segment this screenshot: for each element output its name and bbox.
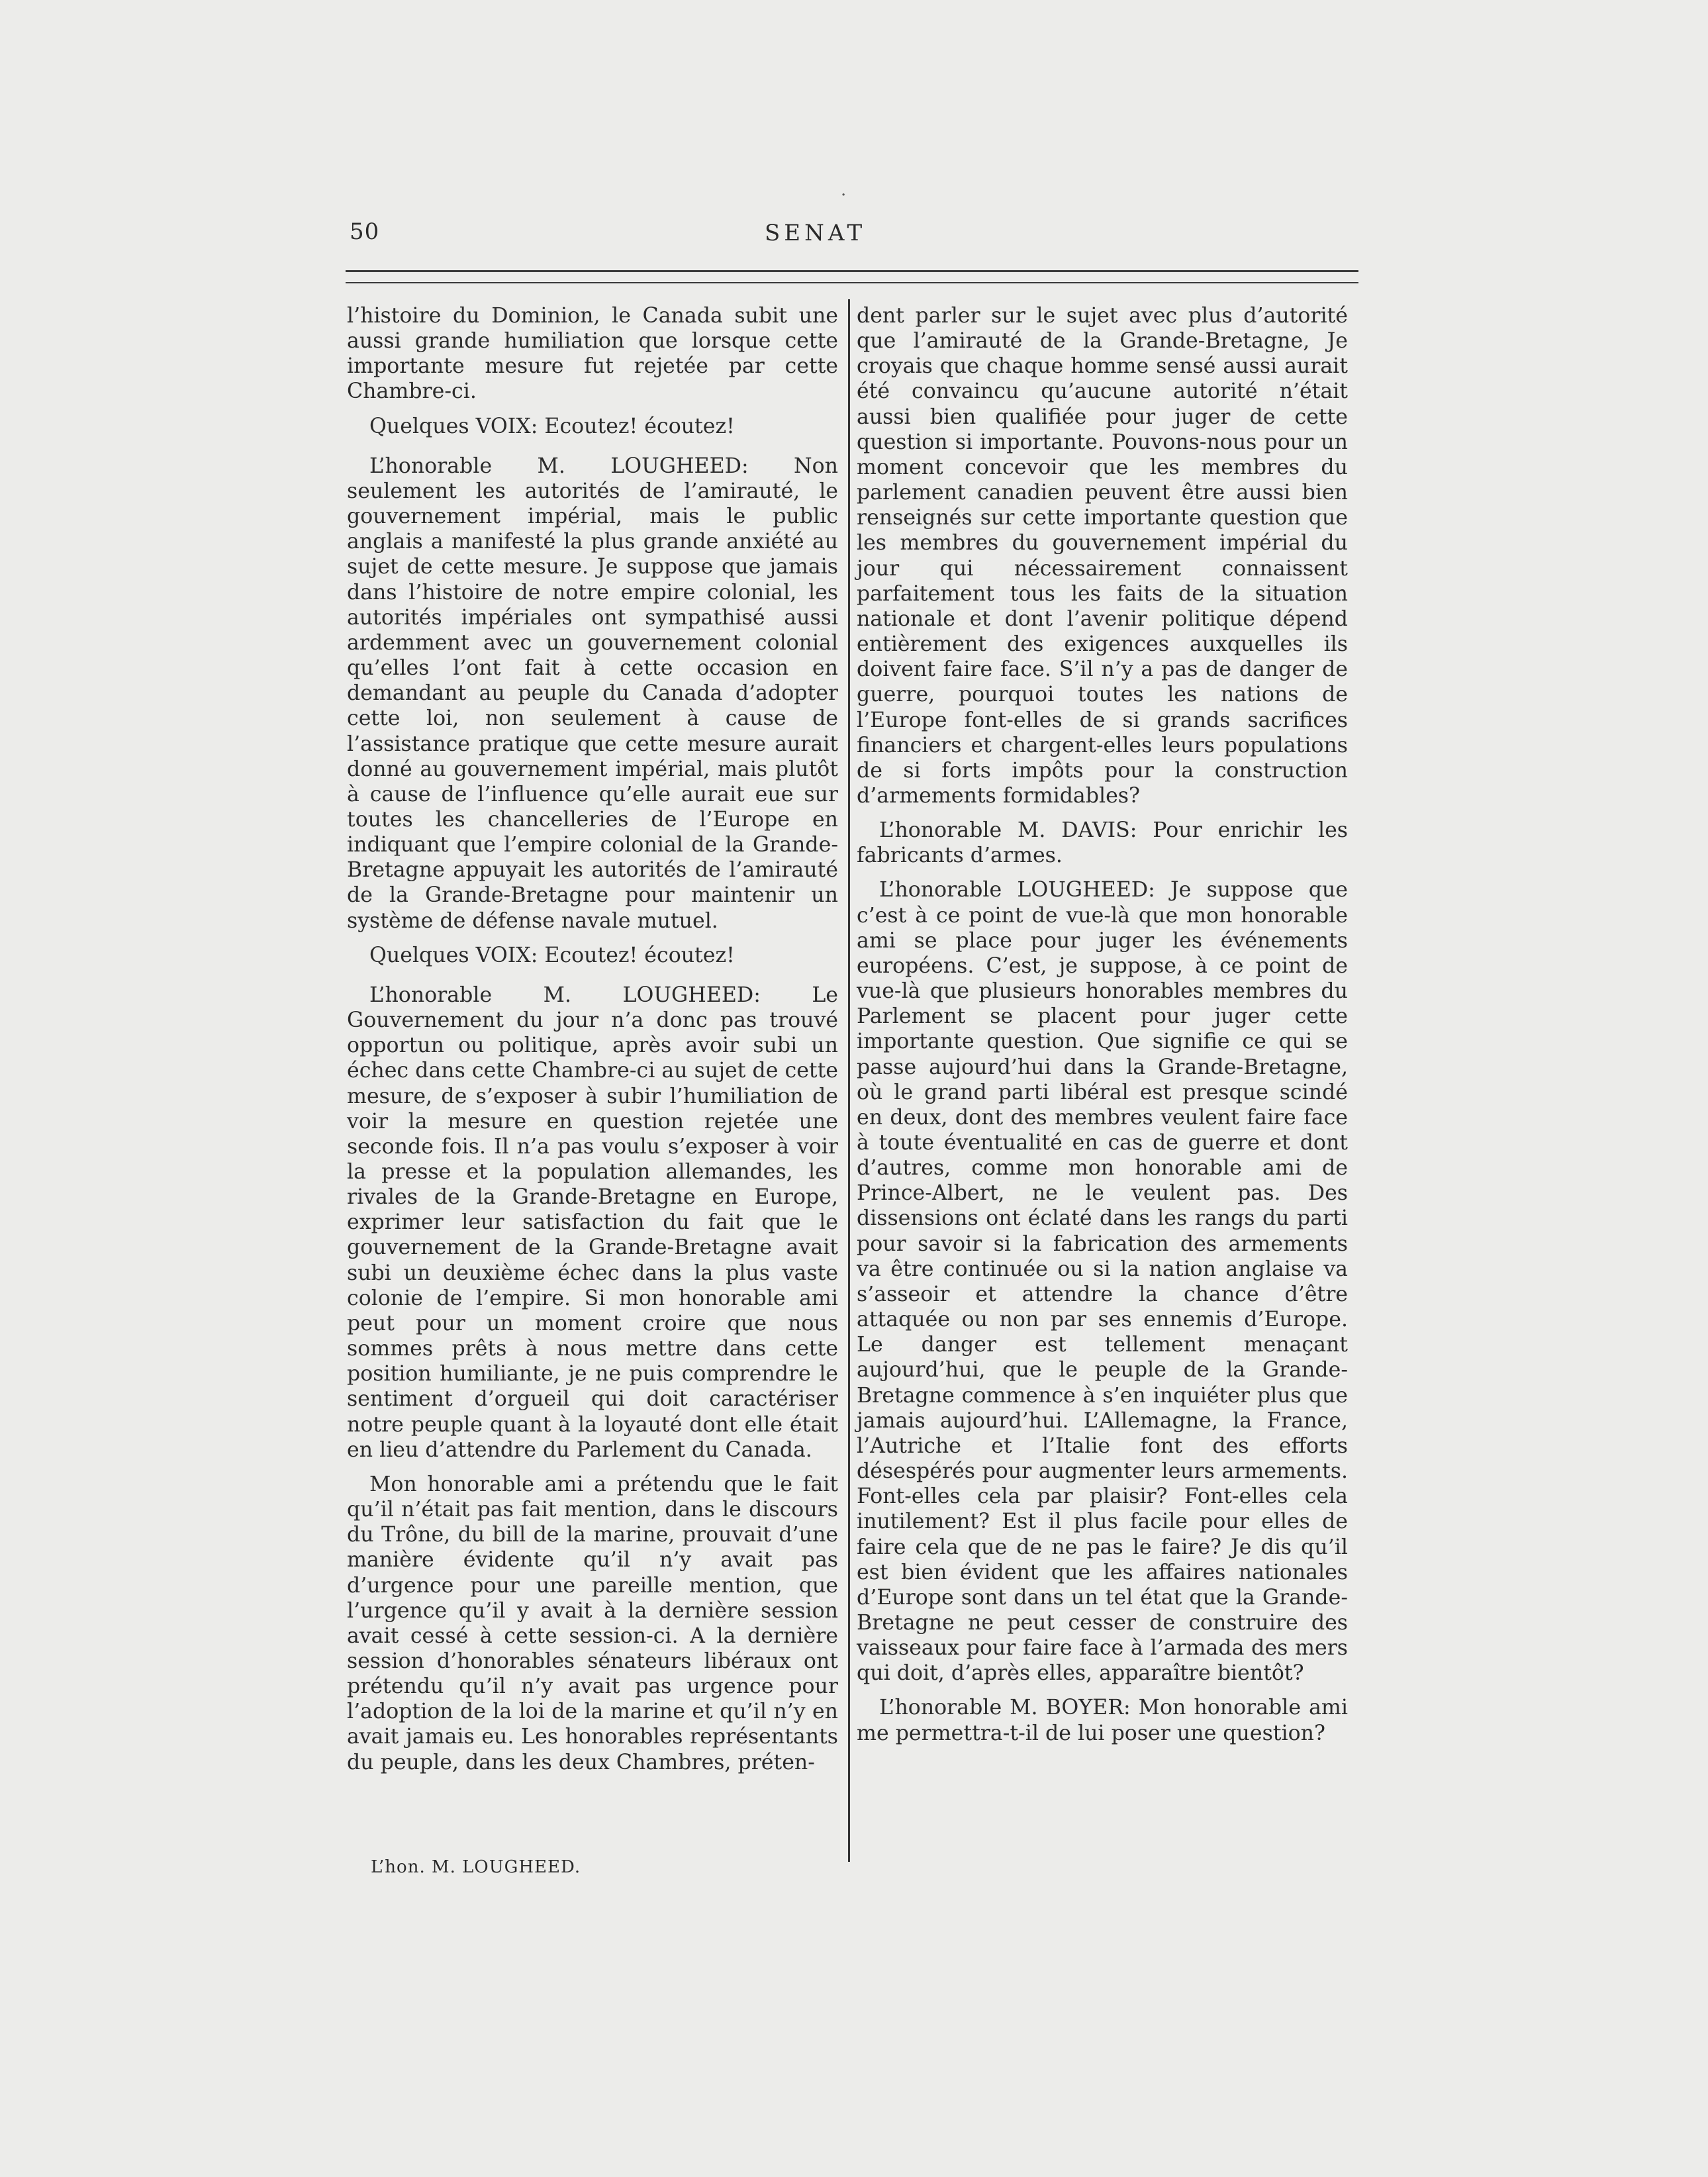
paragraph: L’honorable M. LOUGHEED: Non seulement les autorités de l’amirauté, le gouvernement impérial, mais le public anglais a manifesté la plus grande anxiété au sujet de cette mesure. Je suppose que jamais dans l’histoire de notre empire colonial, les autorités impériales ont sympathisé aussi ardemment avec un gouvernement colonial qu’elles l’ont fait à cette occasion en demandant au peuple du Canada d’adopter cette loi, non seulement à cause de l’assistance pratique que cette mesure aurait donné au gouvernement impérial, mais plutôt à cause de l’influence qu’elle aurait eue sur toutes les chancelleries de l’Europe en indiquant que l’empire colonial de la Grande-Bretagne appuyait les autorités de l’amirauté de la Grande-Bretagne pour maintenir un système de défense navale mutuel. [347,454,838,933]
paragraph: L’honorable M. DAVIS: Pour enrichir les fabricants d’armes. [857,818,1348,868]
paragraph: dent parler sur le sujet avec plus d’autorité que l’amirauté de la Grande-Bretagne, Je croyais que chaque homme sensé aussi aurait été convaincu qu’aucune autorité n’était aussi bien qualifiée pour juger de cette question si importante. Pouvons-nous pour un moment concevoir que les membres du parlement canadien peuvent être aussi bien renseignés sur cette importante question que les membres du gouvernement impérial du jour qui nécessairement connaissent parfaitement tous les faits de la situation nationale et dont l’avenir politique dépend entièrement des exigences auxquelles ils doivent faire face. S’il n’y a pas de danger de guerre, pourquoi toutes les nations de l’Europe font-elles de si grands sacrifices financiers et chargent-elles leurs populations de si forts impôts pour la construction d’armements formidables? [857,304,1348,808]
right-column [857,303,1348,1755]
speaker-footer: L’hon. M. LOUGHEED. [371,1857,581,1877]
interjection: Quelques VOIX: Ecoutez! écoutez! [369,943,735,967]
paragraph: L’honorable M. LOUGHEED: Le Gouvernement du jour n’a donc pas trouvé opportun ou politique, après avoir subi un échec dans cette Chambre-ci au sujet de cette mesure, de s’exposer à subir l’humiliation de voir la mesure en question rejetée une seconde fois. Il n’a pas voulu s’exposer à voir la presse et la population allemandes, les rivales de la Grande-Bretagne en Europe, exprimer leur satisfaction du fait que le gouvernement de la Grande-Bretagne avait subi un deuxième échec dans la plus vaste colonie de l’empire. Si mon honorable ami peut pour un moment croire que nous sommes prêts à nous mettre dans cette position humiliante, je ne puis comprendre le sentiment d’orgueil qui doit caractériser notre peuple quant à la loyauté dont elle était en lieu d’attendre du Parlement du Canada. [347,983,838,1462]
header-rule-top [346,270,1358,272]
header-rule-bottom [346,282,1358,283]
paragraph: Mon honorable ami a prétendu que le fait qu’il n’était pas fait mention, dans le discours du Trône, du bill de la marine, prouvait d’une manière évidente qu’il n’y avait pas d’urgence pour une pareille mention, que l’urgence qu’il y avait à la dernière session avait cessé à cette session-ci. A la dernière session d’honorables sénateurs libéraux ont prétendu qu’il n’y avait pas urgence pour l’adoption de la loi de la marine et qu’il n’y en avait jamais eu. Les honorables représentants du peuple, dans les deux Chambres, préten- [347,1472,838,1774]
paragraph: L’honorable LOUGHEED: Je suppose que c’est à ce point de vue-là que mon honorable ami se place pour juger les événements européens. C’est, je suppose, à ce point de vue-là que plusieurs honorables membres du Parlement se placent pour juger cette importante question. Que signifie ce qui se passe aujourd’hui dans la Grande-Bretagne, où le grand parti libéral est presque scindé en deux, dont des membres veulent faire face à toute éventualité en cas de guerre et dont d’autres, comme mon honorable ami de Prince-Albert, ne le veulent pas. Des dissensions ont éclaté dans les rangs du parti pour savoir si la fabrication des armements va être continuée ou si la nation anglaise va s’asseoir et attendre la chance d’être attaquée ou non par ses ennemis d’Europe. Le danger est tellement menaçant aujourd’hui, que le peuple de la Grande-Bretagne commence à s’en inquiéter plus que jamais aujourd’hui. L’Allemagne, la France, l’Autriche et l’Italie font des efforts désespérés pour augmenter leurs armements. Font-elles cela par plaisir? Font-elles cela inutilement? Est il plus facile pour elles de faire cela que de ne pas le faire? Je dis qu’il est bien évident que les affaires nationales d’Europe sont dans un tel état que la Grande-Bretagne ne peut cesser de construire des vaisseaux pour faire face à l’armada des mers qui doit, d’après elles, apparaître bientôt? [857,878,1348,1686]
interjection: Quelques VOIX: Ecoutez! écoutez! [369,414,735,438]
running-head: SENAT [765,220,867,246]
paragraph: l’histoire du Dominion, le Canada subit une aussi grande humiliation que lorsque cette importante mesure fut rejetée par cette Chambre-ci. [347,304,838,404]
left-column [347,303,838,1784]
page-number: 50 [350,218,380,245]
column-divider [848,299,850,1862]
paragraph: L’honorable M. BOYER: Mon honorable ami me permettra-t-il de lui poser une question? [857,1696,1348,1745]
head-mark: · [841,185,847,205]
